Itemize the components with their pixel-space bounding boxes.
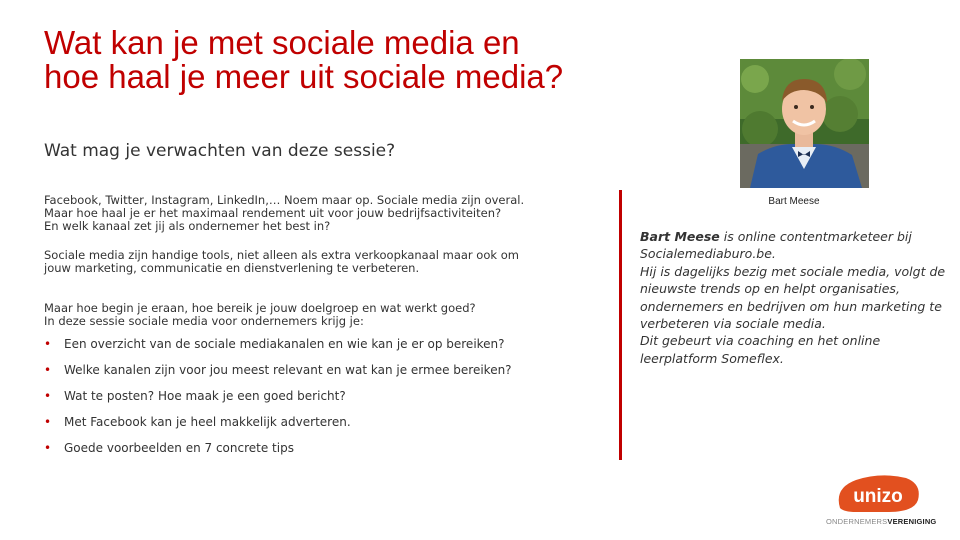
bullet-icon: •	[44, 337, 52, 351]
bullet-icon: •	[44, 441, 52, 455]
paragraph-line: En welk kanaal zet jij als ondernemer het best in?	[44, 219, 331, 233]
bio-line: nieuwste trends op en helpt organisaties,	[640, 281, 900, 297]
paragraph-line: Maar hoe begin je eraan, hoe bereik je jouw doelgroep en wat werkt goed?	[44, 301, 476, 315]
bio-line: Dit gebeurt via coaching en het online	[640, 333, 881, 349]
bio-text: is online contentmarketeer bij	[719, 229, 912, 244]
bullet-text: Goede voorbeelden en 7 concrete tips	[64, 441, 294, 455]
list-item	[44, 389, 604, 415]
slide-title	[44, 26, 744, 94]
approach-paragraph	[44, 302, 604, 328]
paragraph-line: In deze sessie sociale media voor ondernemers krijg je:	[44, 314, 364, 328]
slide-subtitle: Wat mag je verwachten van deze sessie?	[44, 141, 396, 161]
list-item	[44, 441, 604, 467]
logo-brand: unizo	[853, 486, 903, 507]
bio-line	[640, 228, 955, 245]
bullet-icon: •	[44, 363, 52, 377]
bio-line: ondernemers en bedrijven om hun marketing te	[640, 298, 942, 314]
session-topics-list	[44, 337, 604, 467]
list-item	[44, 337, 604, 363]
title-line: hoe haal je meer uit sociale media?	[44, 58, 564, 95]
tagline-part: ONDERNEMERS	[826, 517, 888, 526]
bullet-text: Wat te posten? Hoe maak je een goed bericht?	[64, 389, 346, 403]
bio-line: leerplatform Someflex.	[640, 350, 784, 366]
session-description	[44, 194, 604, 328]
speaker-bio	[640, 228, 955, 367]
logo-tagline	[826, 517, 936, 526]
speaker-portrait-icon	[740, 59, 869, 188]
paragraph-line: Maar hoe haal je er het maximaal rendement uit voor jouw bedrijfsactiviteiten?	[44, 206, 502, 220]
bullet-text: Welke kanalen zijn voor jou meest relevant en wat kan je ermee bereiken?	[64, 363, 512, 377]
speaker-name: Bart Meese	[640, 229, 720, 244]
list-item	[44, 415, 604, 441]
speaker-photo	[740, 59, 869, 188]
divider-line	[619, 190, 622, 460]
bullet-text: Met Facebook kan je heel makkelijk adverteren.	[64, 415, 351, 429]
paragraph-line: jouw marketing, communicatie en dienstverlening te verbeteren.	[44, 261, 420, 275]
bio-line: Hij is dagelijks bezig met sociale media, volgt de	[640, 263, 946, 279]
paragraph-line: Sociale media zijn handige tools, niet alleen als extra verkoopkanaal maar ook om	[44, 248, 519, 262]
tools-paragraph	[44, 249, 604, 275]
speaker-caption: Bart Meese	[768, 196, 820, 207]
bullet-icon: •	[44, 389, 52, 403]
bullet-text: Een overzicht van de sociale mediakanalen en wie kan je er op bereiken?	[64, 337, 505, 351]
paragraph-line: Facebook, Twitter, Instagram, LinkedIn,… Noem maar op. Sociale media zijn overal.	[44, 193, 525, 207]
title-line: Wat kan je met sociale media en	[44, 24, 520, 61]
intro-paragraph	[44, 194, 604, 233]
bullet-icon: •	[44, 415, 52, 429]
list-item	[44, 363, 604, 389]
bio-line: verbeteren via sociale media.	[640, 316, 826, 332]
tagline-part: VERENIGING	[887, 517, 937, 526]
bio-line: Socialemediaburo.be.	[640, 246, 776, 262]
